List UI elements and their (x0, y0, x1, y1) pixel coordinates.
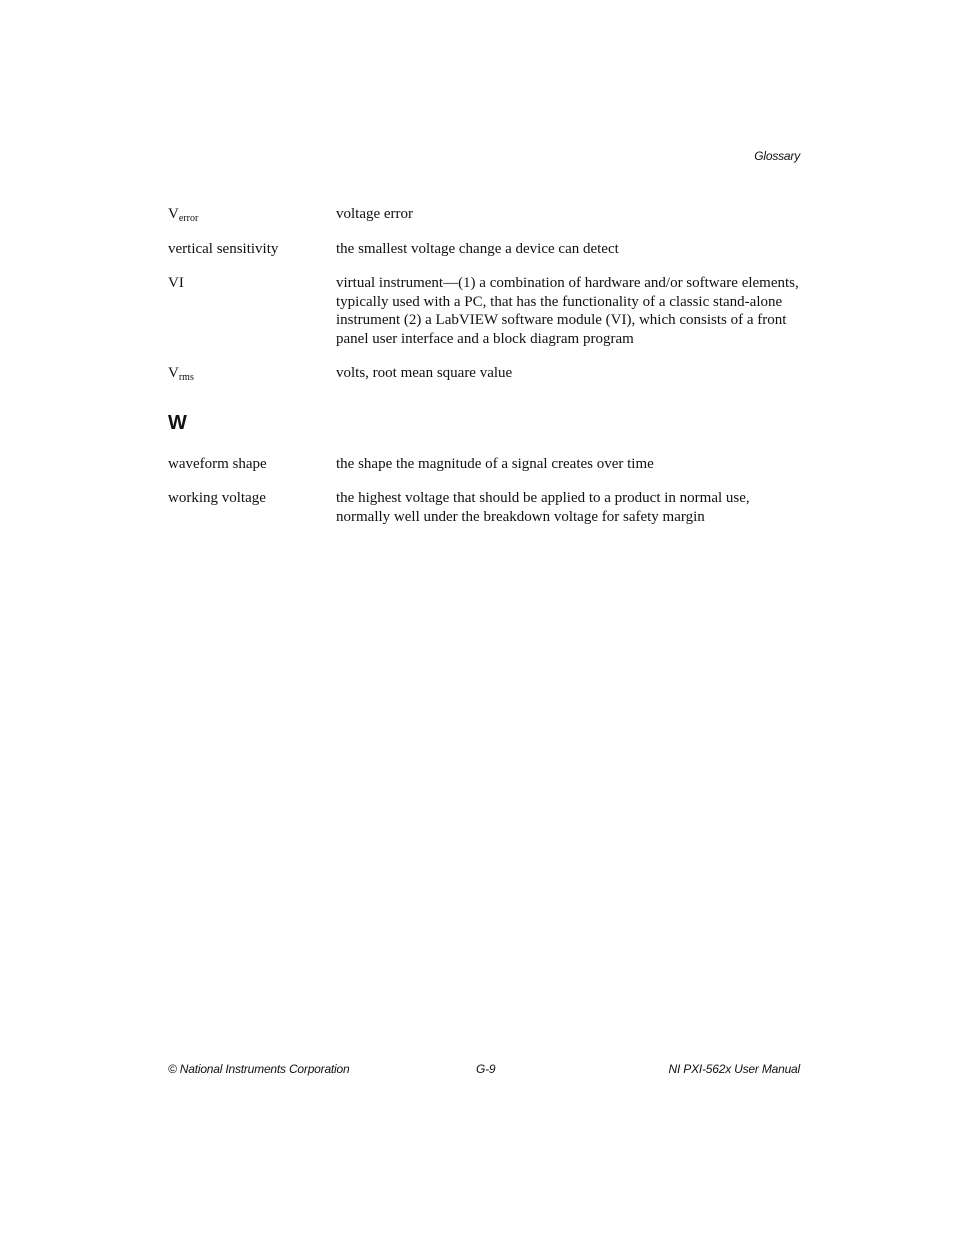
term-main: V (168, 206, 179, 222)
term-subscript: error (178, 213, 199, 224)
footer-page-number: G-9 (476, 1062, 496, 1076)
footer-manual-title: NI PXI-562x User Manual (668, 1062, 800, 1076)
glossary-term (168, 205, 328, 224)
glossary-definition: voltage error (336, 206, 414, 222)
glossary-definition: the highest voltage that should be applied to a product in normal use, normally well under the breakdown voltage for safety margin (336, 490, 750, 525)
glossary-term (168, 364, 328, 383)
term-main: V (168, 365, 179, 381)
glossary-term: waveform shape (168, 456, 267, 472)
section-letter-heading: W (168, 412, 187, 434)
glossary-term: working voltage (168, 490, 266, 506)
glossary-definition: the shape the magnitude of a signal creates over time (336, 456, 654, 472)
glossary-definition: virtual instrument—(1) a combination of hardware and/or software elements, typically used with a PC, that has the functionality of a classic stand-alone instrument (2) a LabVIEW software module (VI), which consists of a front panel user interface and a block diagram program (336, 275, 799, 348)
glossary-definition: the smallest voltage change a device can detect (336, 241, 619, 257)
term-subscript: rms (178, 372, 194, 383)
glossary-term: VI (168, 275, 184, 291)
glossary-term: vertical sensitivity (168, 241, 279, 257)
footer-copyright: © National Instruments Corporation (168, 1062, 350, 1076)
glossary-definition: volts, root mean square value (336, 365, 513, 381)
running-header: Glossary (754, 149, 800, 163)
